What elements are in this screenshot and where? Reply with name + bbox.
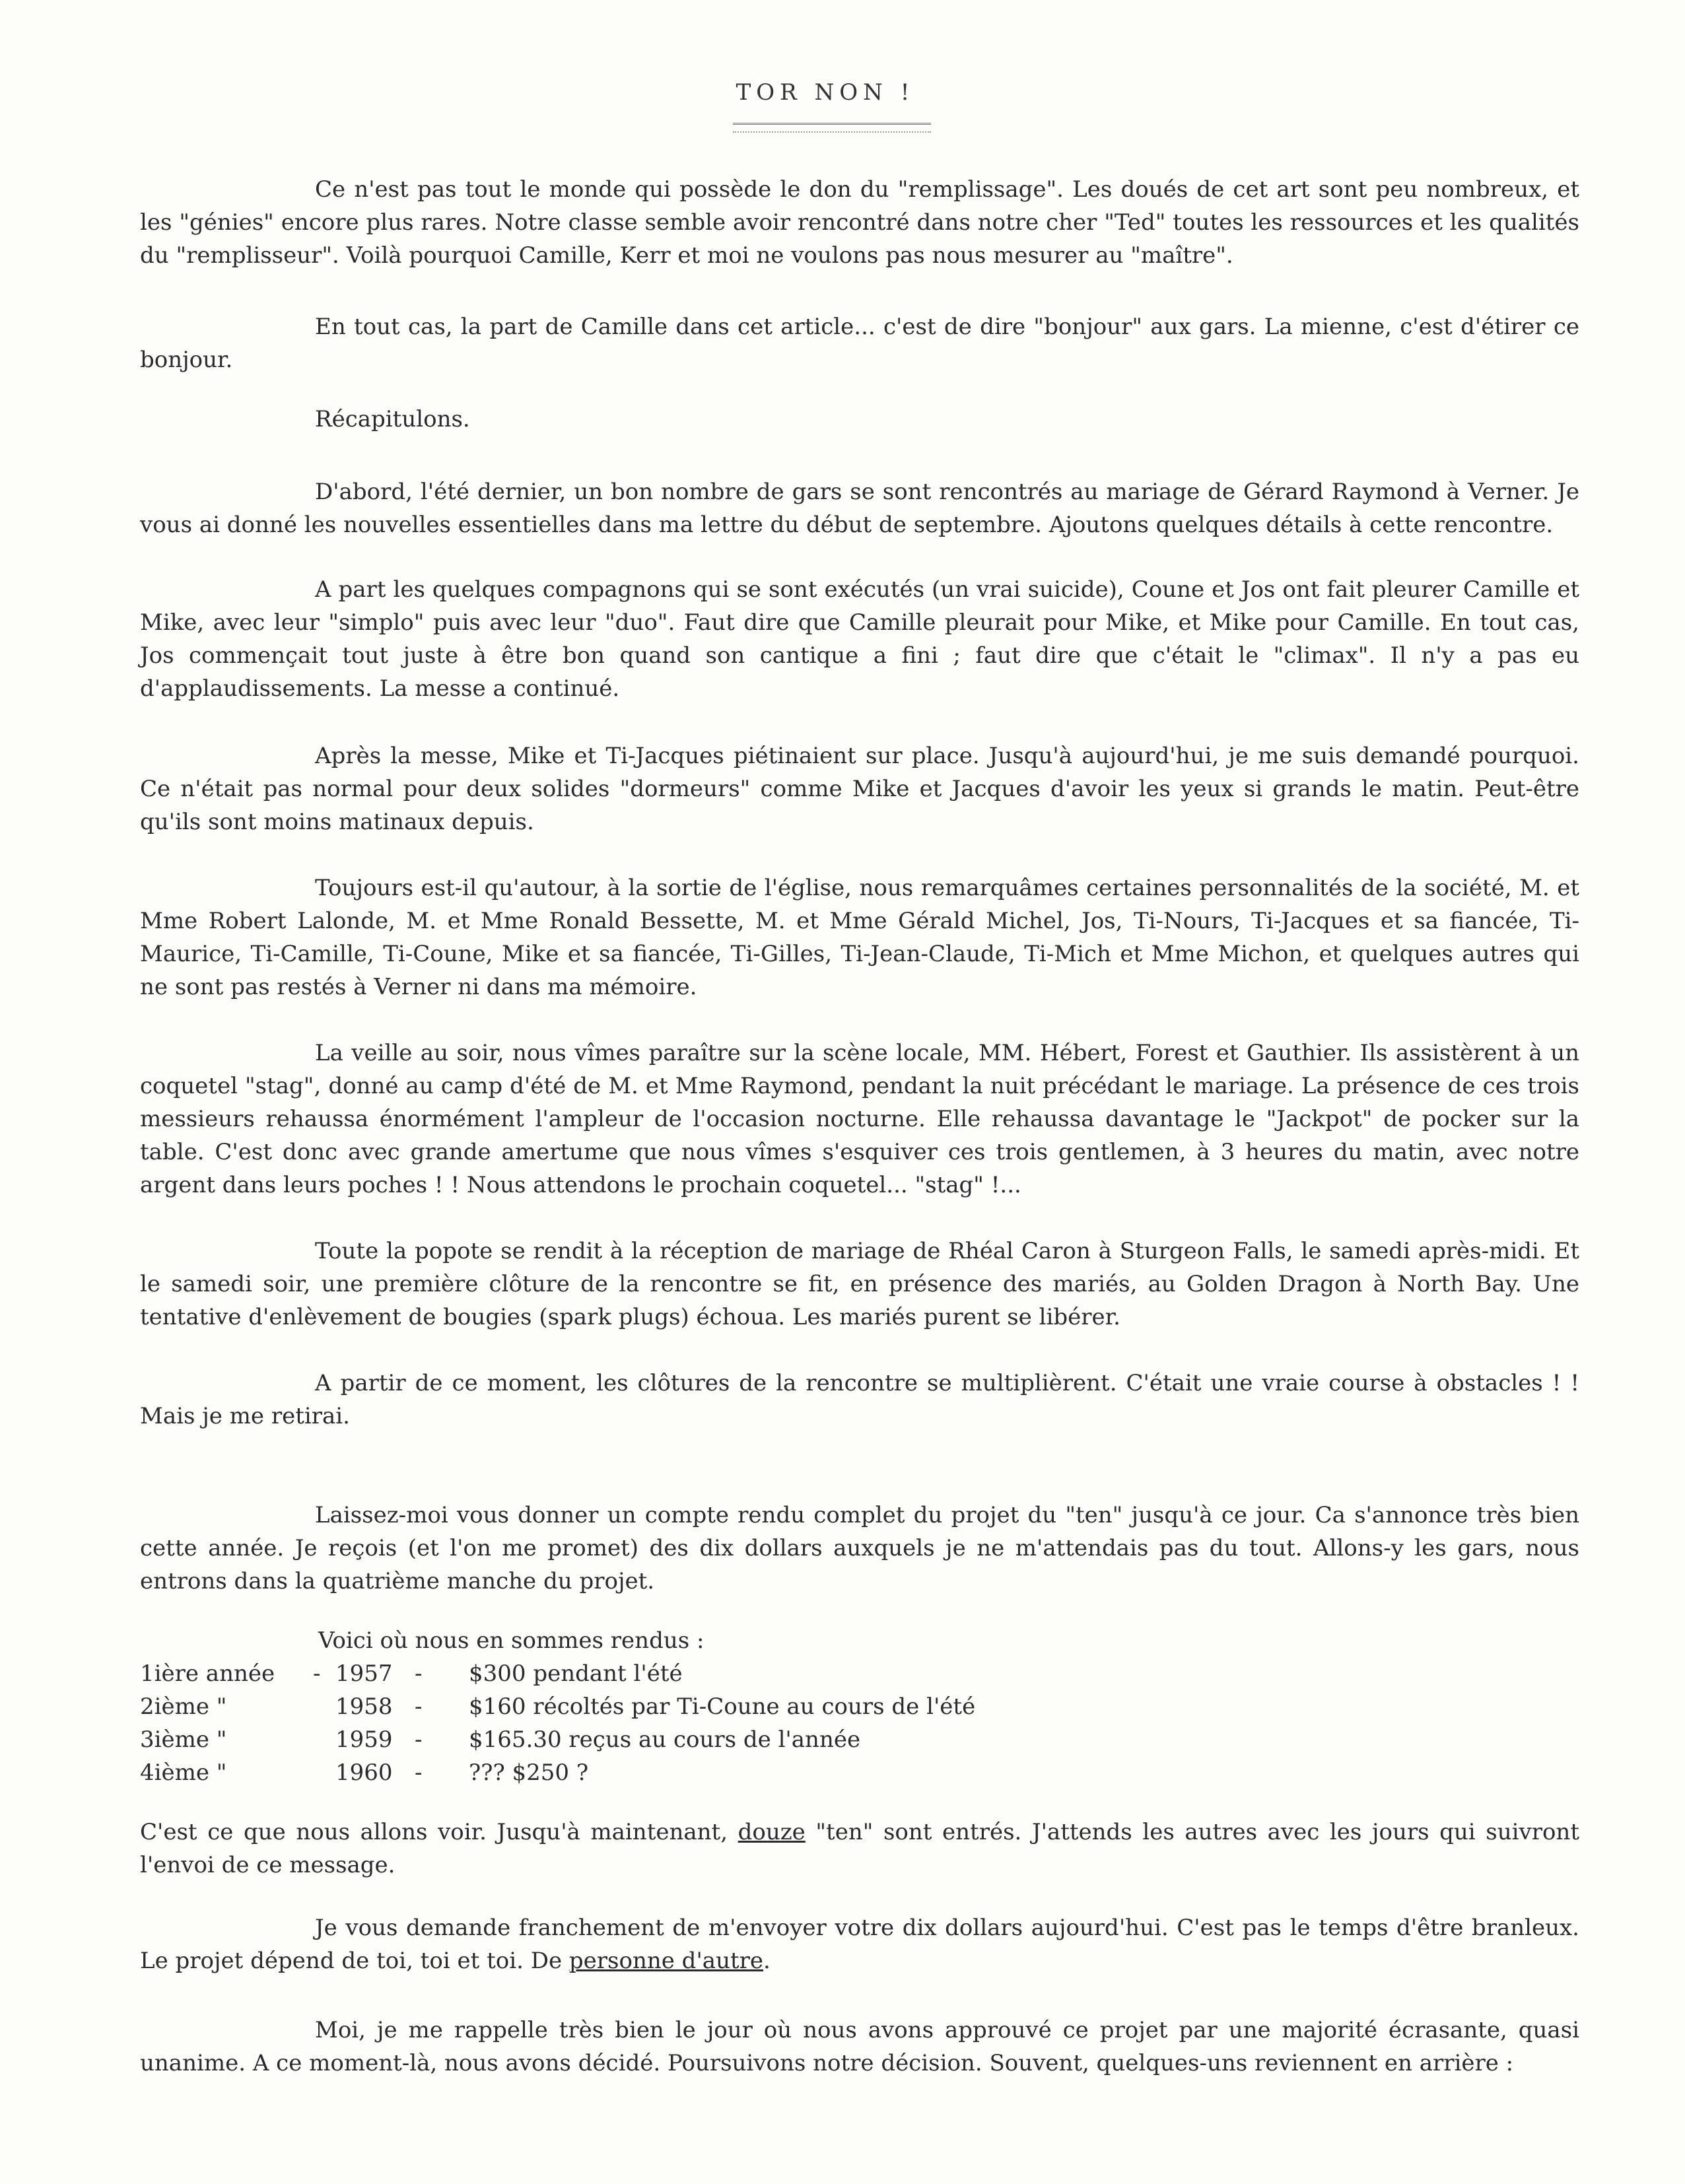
- paragraph-12: [140, 1624, 1579, 1657]
- underlined-count: douze: [738, 1819, 806, 1845]
- ledger-row: [140, 1690, 1064, 1723]
- paragraph-6-text: Après la messe, Mike et Ti-Jacques piétinaient sur place. Jusqu'à aujourd'hui, je me suis demandé pourquoi. Ce n'était pas normal pour deux solides "dormeurs" comme Mike et Jacques d'avoir les yeux si grands le matin. Peut-être qu'ils sont moins matinaux depuis.: [140, 743, 1579, 835]
- paragraph-5-text: A part les quelques compagnons qui se sont exécutés (un vrai suicide), Coune et Jos ont fait pleurer Camille et Mike, avec leur "simplo" puis avec leur "duo". Faut dire que Camille pleurait pour Mike, et Mike pour Camille. En tout cas, Jos commençait tout juste à être bon quand son cantique a fini ; faut dire que c'était le "climax". Il n'y a pas eu d'applaudissements. La messe a continué.: [140, 576, 1579, 702]
- paragraph-15-text: Moi, je me rappelle très bien le jour où nous avons approuvé ce projet par une majorité écrasante, quasi unanime. A ce moment-là, nous avons décidé. Poursuivons notre décision. Souvent, quelques-uns reviennent en arrière :: [140, 2017, 1579, 2076]
- paragraph-13: [140, 1816, 1579, 1882]
- ledger-text: $165.30 reçus au cours de l'année: [469, 1726, 861, 1753]
- ledger-dash: [313, 1690, 335, 1723]
- ledger-label: 1ière année: [140, 1660, 275, 1687]
- paragraph-4: [140, 475, 1579, 541]
- paragraph-5: [140, 573, 1579, 705]
- paragraph-14: [140, 1911, 1579, 1977]
- ledger-row: [140, 1723, 1064, 1756]
- ledger-row: [140, 1756, 1064, 1789]
- ledger-year: 1960: [335, 1759, 393, 1786]
- paragraph-8: [140, 1037, 1579, 1202]
- paragraph-9-text: Toute la popote se rendit à la réception de mariage de Rhéal Caron à Sturgeon Falls, le samedi après-midi. Et le samedi soir, une première clôture de la rencontre se fit, en présence des mariés, au Golden Dragon à North Bay. Une tentative d'enlèvement de bougies (spark plugs) échoua. Les mariés purent se libérer.: [140, 1238, 1579, 1330]
- paragraph-12-text: Voici où nous en sommes rendus :: [318, 1627, 705, 1654]
- ledger-text: $300 pendant l'été: [469, 1660, 683, 1687]
- ledger-dash: -: [415, 1759, 423, 1786]
- paragraph-2: [140, 310, 1579, 376]
- paragraph-8-text: La veille au soir, nous vîmes paraître sur la scène locale, MM. Hébert, Forest et Gauthier. Ils assistèrent à un coquetel "stag", donné au camp d'été de M. et Mme Raymond, pendant la nuit précédant le mariage. La présence de ces trois messieurs rehaussa énormément l'ampleur de l'occasion nocturne. Elle rehaussa davantage le "Jackpot" de pocker sur la table. C'est donc avec grande amertume que nous vîmes s'esquiver ces trois gentlemen, à 3 heures du matin, avec notre argent dans leurs poches ! ! Nous attendons le prochain coquetel... "stag" !...: [140, 1040, 1579, 1198]
- title-underline: [733, 123, 931, 133]
- ledger-year: 1957: [335, 1660, 393, 1687]
- paragraph-1-text: Ce n'est pas tout le monde qui possède le don du "remplissage". Les doués de cet art sont peu nombreux, et les "génies" encore plus rares. Notre classe semble avoir rencontré dans notre cher "Ted" toutes les ressources et les qualités du "remplisseur". Voilà pourquoi Camille, Kerr et moi ne voulons pas nous mesurer au "maître".: [140, 176, 1579, 269]
- paragraph-10: [140, 1367, 1579, 1433]
- paragraph-3: [140, 403, 1579, 436]
- paragraph-2-text: En tout cas, la part de Camille dans cet article... c'est de dire "bonjour" aux gars. La mienne, c'est d'étirer ce bonjour.: [140, 314, 1579, 373]
- ledger-text: $160 récoltés par Ti-Coune au cours de l'été: [469, 1693, 976, 1720]
- underlined-phrase: personne d'autre: [568, 1948, 764, 1974]
- paragraph-11-text: Laissez-moi vous donner un compte rendu complet du projet du "ten" jusqu'à ce jour. Ca s'annonce très bien cette année. Je reçois (et l'on me promet) des dix dollars auxquels je ne m'attendais pas du tout. Allons-y les gars, nous entrons dans la quatrième manche du projet.: [140, 1502, 1579, 1594]
- paragraph-7: [140, 871, 1579, 1004]
- ledger-year: 1959: [335, 1726, 393, 1753]
- ten-project-ledger: [140, 1657, 1064, 1789]
- paragraph-4-text: D'abord, l'été dernier, un bon nombre de gars se sont rencontrés au mariage de Gérard Raymond à Verner. Je vous ai donné les nouvelles essentielles dans ma lettre du début de septembre. Ajoutons quelques détails à cette rencontre.: [140, 479, 1579, 538]
- ledger-dash: -: [415, 1726, 423, 1753]
- ledger-dash: [313, 1723, 335, 1756]
- paragraph-6: [140, 739, 1579, 838]
- ledger-label: 4ième ": [140, 1759, 227, 1786]
- ledger-label: 2ième ": [140, 1693, 227, 1720]
- page-title: TOR NON !: [736, 79, 915, 106]
- ledger-dash: [313, 1756, 335, 1789]
- ledger-year: 1958: [335, 1693, 393, 1720]
- ledger-dash: -: [415, 1660, 423, 1687]
- paragraph-11: [140, 1499, 1579, 1598]
- ledger-text: ??? $250 ?: [469, 1759, 589, 1786]
- ledger-dash: -: [415, 1693, 423, 1720]
- paragraph-1: [140, 173, 1579, 272]
- paragraph-7-text: Toujours est-il qu'autour, à la sortie de l'église, nous remarquâmes certaines personnalités de la société, M. et Mme Robert Lalonde, M. et Mme Ronald Bessette, M. et Mme Gérald Michel, Jos, Ti-Nours, Ti-Jacques et sa fiancée, Ti-Maurice, Ti-Camille, Ti-Coune, Mike et sa fiancée, Ti-Gilles, Ti-Jean-Claude, Ti-Mich et Mme Michon, et quelques autres qui ne sont pas restés à Verner ni dans ma mémoire.: [140, 875, 1579, 1000]
- paragraph-13-text: C'est ce que nous allons voir. Jusqu'à maintenant,: [140, 1819, 738, 1845]
- paragraph-9: [140, 1235, 1579, 1334]
- paragraph-14-text: Je vous demande franchement de m'envoyer votre dix dollars aujourd'hui. C'est pas le temps d'être branleux. Le projet dépend de toi, toi et toi. De: [140, 1915, 1579, 1974]
- paragraph-14-text-end: .: [763, 1948, 771, 1974]
- paragraph-3-text: Récapitulons.: [315, 406, 470, 432]
- paragraph-15: [140, 2014, 1579, 2080]
- paragraph-10-text: A partir de ce moment, les clôtures de la rencontre se multiplièrent. C'était une vraie course à obstacles ! ! Mais je me retirai.: [140, 1370, 1579, 1429]
- ledger-row: [140, 1657, 1064, 1690]
- paragraph-13-text-end: "ten" sont entrés. J'attends les autres avec les jours qui suivront l'envoi de ce message.: [140, 1819, 1579, 1878]
- ledger-label: 3ième ": [140, 1726, 227, 1753]
- ledger-dash: -: [313, 1660, 321, 1687]
